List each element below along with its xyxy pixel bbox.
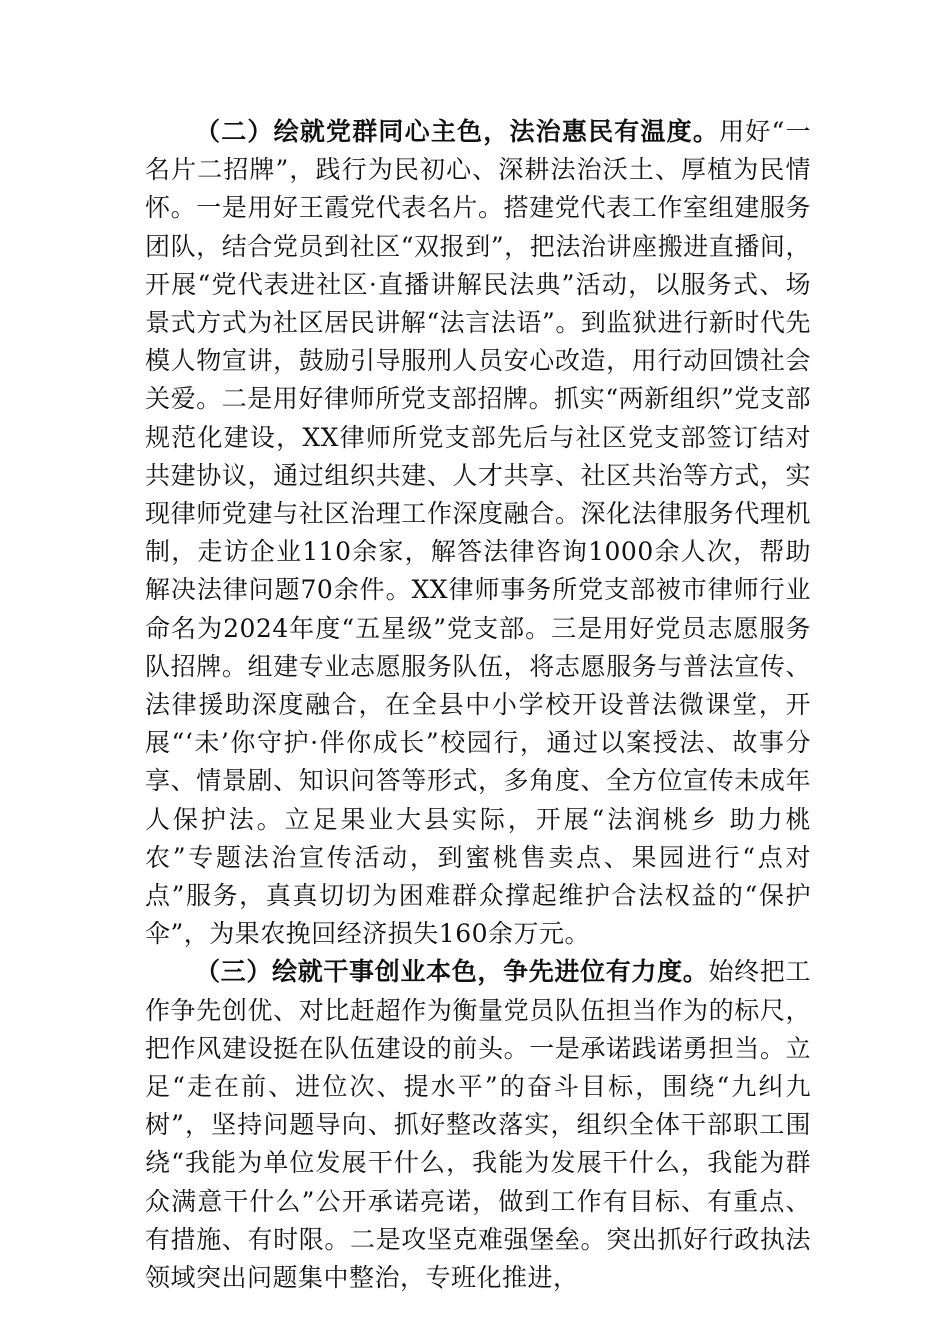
paragraph-text: 用好“一名片二招牌”，践行为民初心、深耕法治沃土、厚植为民情怀。一是用好王霞党代表名片。搭建党代表工作室组建服务团队，结合党员到社区“双报到”，把法治讲座搬进直播间，开展“党代表进社区·直播讲解民法典”活动，以服务式、场景式方式为社区居民讲解“法言法语”。到监狱进行新时代先模人物宣讲，鼓励引导服刑人员安心改造，用行动回馈社会关爱。二是用好律师所党支部招牌。抓实“两新组织”党支部规范化建设，XX律师所党支部先后与社区党支部签订结对共建协议，通过组织共建、人才共享、社区共治等方式，实现律师党建与社区治理工作深度融合。深化法律服务代理机制，走访企业110余家，解答法律咨询1000余人次，帮助解决法律问题70余件。XX律师事务所党支部被市律师行业命名为2024年度“五星级”党支部。三是用好党员志愿服务队招牌。组建专业志愿服务队伍，将志愿服务与普法宣传、法律援助深度融合，在全县中小学校开设普法微课堂，开展“‘未’你守护·伴你成长”校园行，通过以案授法、故事分享、情景剧、知识问答等形式，多角度、全方位宣传未成年人保护法。立足果业大县实际，开展“法润桃乡 助力桃农”专题法治宣传活动，到蜜桃售卖点、果园进行“点对点”服务，真真切切为困难群众撑起维护合法权益的“保护伞”，为果农挽回经济损失160余万元。 [145,117,811,949]
paragraph-text: 始终把工作争先创优、对比赶超作为衡量党员队伍担当作为的标尺，把作风建设挺在队伍建设的前头。一是承诺践诺勇担当。立足“走在前、进位次、提水平”的奋斗目标，围绕“九纠九树”，坚持问题导向、抓好整改落实，组织全体干部职工围绕“我能为单位发展干什么，我能为发展干什么，我能为群众满意干什么”公开承诺亮诺，做到工作有目标、有重点、有措施、有时限。二是攻坚克难强堡垒。突出抓好行政执法领域突出问题集中整治，专班化推进， [145,957,811,1293]
section-heading: （三）绘就干事创业本色，争先进位有力度。 [195,957,709,987]
section-heading: （二）绘就党群同心主色，法治惠民有温度。 [195,117,720,146]
paragraph-section-2 [145,113,811,953]
document-body [145,113,811,1297]
paragraph-section-3 [145,953,811,1297]
